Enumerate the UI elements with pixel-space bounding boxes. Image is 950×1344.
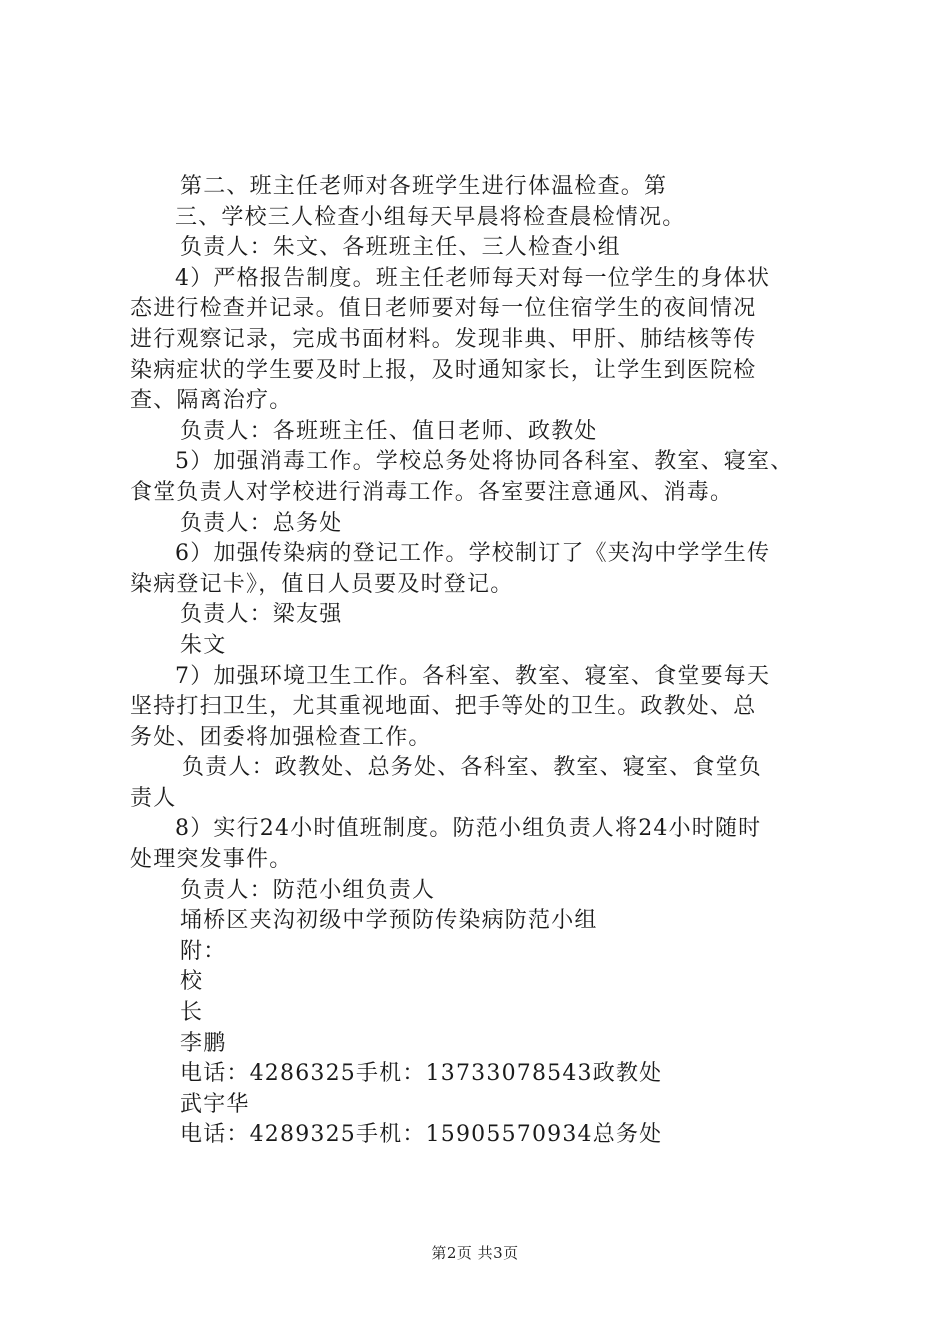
text-line: 埇桥区夹沟初级中学预防传染病防范小组 xyxy=(180,908,598,934)
page-number-footer: 第2页 共3页 xyxy=(431,1244,519,1262)
text-line: 负责人：政教处、总务处、各科室、教室、寝室、食堂负 xyxy=(182,755,763,781)
text-line: 染病登记卡》，值日人员要及时登记。 xyxy=(130,571,514,597)
text-line: 负责人：梁友强 xyxy=(180,602,343,628)
text-line: 电话：4286325手机：13733078543政教处 xyxy=(180,1061,663,1087)
text-line: 处理突发事件。 xyxy=(130,847,293,873)
text-line: 校 xyxy=(180,969,204,995)
text-line: 电话：4289325手机：15905570934总务处 xyxy=(180,1122,663,1148)
text-line: 5）加强消毒工作。学校总务处将协同各科室、教室、寝室、 xyxy=(175,449,794,475)
text-line: 朱文 xyxy=(180,632,227,658)
text-line: 8）实行24小时值班制度。防范小组负责人将24小时随时 xyxy=(175,816,762,842)
text-line: 三、学校三人检查小组每天早晨将检查晨检情况。 xyxy=(175,204,686,230)
text-line: 长 xyxy=(180,1000,204,1026)
text-line: 6）加强传染病的登记工作。学校制订了《夹沟中学学生传 xyxy=(175,541,771,567)
document-body xyxy=(130,172,830,1151)
text-line: 7）加强环境卫生工作。各科室、教室、寝室、食堂要每天 xyxy=(175,663,771,689)
text-line: 李鹏 xyxy=(180,1030,227,1056)
text-line: 染病症状的学生要及时上报，及时通知家长，让学生到医院检 xyxy=(130,357,757,383)
text-line: 责人 xyxy=(130,785,177,811)
text-line: 附： xyxy=(180,938,227,964)
text-line: 负责人：总务处 xyxy=(180,510,343,536)
text-line: 负责人：防范小组负责人 xyxy=(180,877,436,903)
text-line: 武宇华 xyxy=(180,1091,250,1117)
text-line: 进行观察记录，完成书面材料。发现非典、甲肝、肺结核等传 xyxy=(130,326,757,352)
text-line: 负责人：朱文、各班班主任、三人检查小组 xyxy=(180,235,621,261)
text-line: 务处、团委将加强检查工作。 xyxy=(130,724,432,750)
text-line: 第二、班主任老师对各班学生进行体温检查。第 xyxy=(180,174,668,199)
text-line: 态进行检查并记录。值日老师要对每一位住宿学生的夜间情况 xyxy=(130,296,757,322)
text-line: 4）严格报告制度。班主任老师每天对每一位学生的身体状 xyxy=(175,265,771,291)
text-line: 查、隔离治疗。 xyxy=(130,388,293,414)
text-line: 食堂负责人对学校进行消毒工作。各室要注意通风、消毒。 xyxy=(130,479,734,505)
text-line: 负责人：各班班主任、值日老师、政教处 xyxy=(180,418,598,444)
text-line: 坚持打扫卫生，尤其重视地面、把手等处的卫生。政教处、总 xyxy=(130,694,757,720)
